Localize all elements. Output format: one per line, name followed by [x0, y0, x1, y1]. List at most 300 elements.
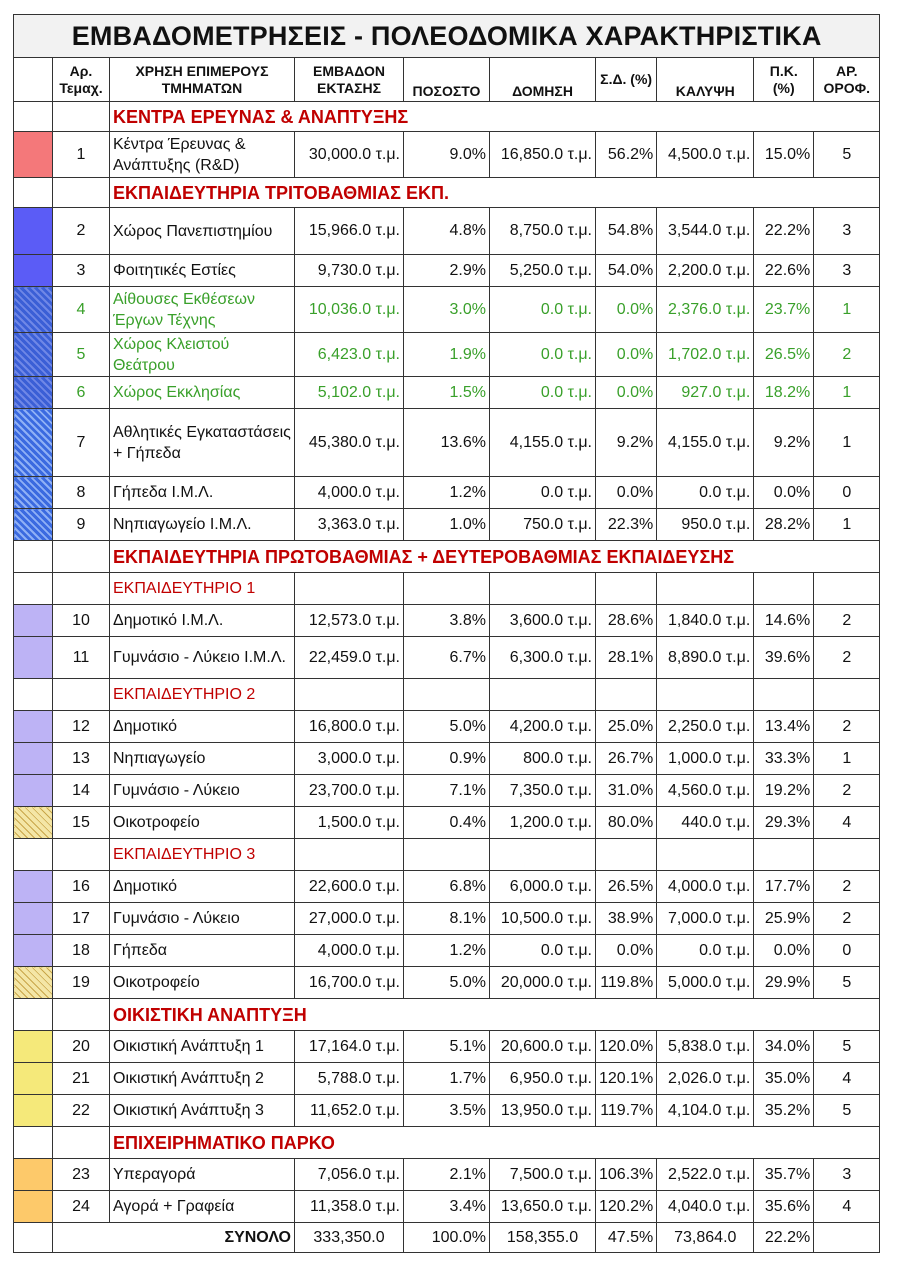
percent-value: 3.0% [404, 287, 490, 333]
parcel-empty [53, 999, 110, 1031]
empty-cell [404, 573, 490, 605]
coverage-value: 440.0 τ.μ. [657, 807, 754, 839]
parcel-number: 11 [53, 637, 110, 679]
parcel-number: 22 [53, 1095, 110, 1127]
area-value: 3,363.0 τ.μ. [295, 509, 404, 541]
sd-value: 54.0% [596, 255, 657, 287]
sd-value: 0.0% [596, 477, 657, 509]
table-row [14, 477, 880, 509]
empty-cell [754, 679, 814, 711]
table-row [14, 637, 880, 679]
floors-value: 0 [814, 477, 880, 509]
parcel-number: 17 [53, 903, 110, 935]
floors-value: 1 [814, 377, 880, 409]
use-name: Φοιτητικές Εστίες [110, 255, 295, 287]
section-title: ΚΕΝΤΡΑ ΕΡΕΥΝΑΣ & ΑΝΑΠΤΥΞΗΣ [110, 102, 880, 132]
parcel-number: 7 [53, 409, 110, 477]
parcel-empty [53, 573, 110, 605]
table-row [14, 935, 880, 967]
color-swatch [14, 1095, 53, 1127]
floors-value: 4 [814, 807, 880, 839]
area-value: 12,573.0 τ.μ. [295, 605, 404, 637]
color-swatch [14, 775, 53, 807]
section-title: ΟΙΚΙΣΤΙΚΗ ΑΝΑΠΤΥΞΗ [110, 999, 880, 1031]
parcel-number: 4 [53, 287, 110, 333]
title-row [14, 15, 880, 58]
use-name: Χώρος Πανεπιστημίου [110, 208, 295, 255]
pk-value: 14.6% [754, 605, 814, 637]
percent-value: 1.2% [404, 935, 490, 967]
percent-value: 3.5% [404, 1095, 490, 1127]
color-swatch [14, 1031, 53, 1063]
coverage-value: 4,500.0 τ.μ. [657, 132, 754, 178]
percent-value: 5.1% [404, 1031, 490, 1063]
building-value: 0.0 τ.μ. [490, 333, 596, 377]
empty-cell [596, 679, 657, 711]
coverage-value: 1,000.0 τ.μ. [657, 743, 754, 775]
coverage-value: 5,838.0 τ.μ. [657, 1031, 754, 1063]
percent-value: 5.0% [404, 967, 490, 999]
pk-value: 29.3% [754, 807, 814, 839]
color-swatch [14, 807, 53, 839]
floors-value: 2 [814, 775, 880, 807]
color-swatch [14, 871, 53, 903]
percent-value: 2.1% [404, 1159, 490, 1191]
sd-value: 0.0% [596, 333, 657, 377]
empty-cell [490, 679, 596, 711]
sd-value: 28.1% [596, 637, 657, 679]
subsection-title: ΕΚΠΑΙΔΕΥΤΗΡΙΟ 2 [110, 679, 295, 711]
use-name: Χώρος Κλειστού Θεάτρου [110, 333, 295, 377]
total-sd: 47.5% [596, 1223, 657, 1253]
percent-value: 8.1% [404, 903, 490, 935]
use-name: Οικιστική Ανάπτυξη 3 [110, 1095, 295, 1127]
coverage-value: 4,560.0 τ.μ. [657, 775, 754, 807]
sd-value: 22.3% [596, 509, 657, 541]
floors-value: 3 [814, 208, 880, 255]
parcel-number: 18 [53, 935, 110, 967]
floors-value: 0 [814, 935, 880, 967]
section-title: ΕΚΠΑΙΔΕΥΤΗΡΙΑ ΠΡΩΤΟΒΑΘΜΙΑΣ + ΔΕΥΤΕΡΟΒΑΘΜΙΑΣ ΕΚΠΑΙΔΕΥΣΗΣ [110, 541, 880, 573]
table-row [14, 605, 880, 637]
pk-value: 28.2% [754, 509, 814, 541]
sd-value: 120.0% [596, 1031, 657, 1063]
empty-cell [814, 573, 880, 605]
header-area: ΕΜΒΑΔΟΝ ΕΚΤΑΣΗΣ [295, 58, 404, 102]
use-name: Γυμνάσιο - Λύκειο [110, 903, 295, 935]
area-value: 11,652.0 τ.μ. [295, 1095, 404, 1127]
coverage-value: 2,522.0 τ.μ. [657, 1159, 754, 1191]
area-value: 22,600.0 τ.μ. [295, 871, 404, 903]
swatch-empty [14, 573, 53, 605]
pk-value: 35.0% [754, 1063, 814, 1095]
floors-value: 5 [814, 132, 880, 178]
parcel-empty [53, 541, 110, 573]
empty-cell [754, 573, 814, 605]
color-swatch [14, 477, 53, 509]
sd-value: 80.0% [596, 807, 657, 839]
empty-cell [596, 573, 657, 605]
parcel-number: 9 [53, 509, 110, 541]
use-name: Οικοτροφείο [110, 807, 295, 839]
building-value: 0.0 τ.μ. [490, 287, 596, 333]
coverage-value: 2,026.0 τ.μ. [657, 1063, 754, 1095]
floors-value: 5 [814, 1095, 880, 1127]
area-value: 27,000.0 τ.μ. [295, 903, 404, 935]
swatch-empty [14, 999, 53, 1031]
sd-value: 120.2% [596, 1191, 657, 1223]
floors-value: 1 [814, 743, 880, 775]
pk-value: 0.0% [754, 935, 814, 967]
floors-value: 2 [814, 333, 880, 377]
building-value: 20,000.0 τ.μ. [490, 967, 596, 999]
color-swatch [14, 605, 53, 637]
percent-value: 1.0% [404, 509, 490, 541]
subsection-title: ΕΚΠΑΙΔΕΥΤΗΡΙΟ 1 [110, 573, 295, 605]
floors-value: 2 [814, 871, 880, 903]
area-value: 10,036.0 τ.μ. [295, 287, 404, 333]
use-name: Οικιστική Ανάπτυξη 2 [110, 1063, 295, 1095]
table-row [14, 871, 880, 903]
table-row [14, 1063, 880, 1095]
subsection-title: ΕΚΠΑΙΔΕΥΤΗΡΙΟ 3 [110, 839, 295, 871]
section-row [14, 541, 880, 573]
pk-value: 25.9% [754, 903, 814, 935]
page-title: ΕΜΒΑΔΟΜΕΤΡΗΣΕΙΣ - ΠΟΛΕΟΔΟΜΙΚΑ ΧΑΡΑΚΤΗΡΙΣΤΙΚΑ [14, 15, 880, 58]
parcel-number: 10 [53, 605, 110, 637]
sd-value: 38.9% [596, 903, 657, 935]
empty-cell [404, 679, 490, 711]
total-pk: 22.2% [754, 1223, 814, 1253]
coverage-value: 3,544.0 τ.μ. [657, 208, 754, 255]
sd-value: 120.1% [596, 1063, 657, 1095]
coverage-value: 0.0 τ.μ. [657, 935, 754, 967]
percent-value: 0.9% [404, 743, 490, 775]
table-row [14, 255, 880, 287]
use-name: Γυμνάσιο - Λύκειο [110, 775, 295, 807]
sd-value: 0.0% [596, 287, 657, 333]
pk-value: 35.2% [754, 1095, 814, 1127]
swatch-empty [14, 679, 53, 711]
coverage-value: 0.0 τ.μ. [657, 477, 754, 509]
use-name: Αθλητικές Εγκαταστάσεις + Γήπεδα [110, 409, 295, 477]
color-swatch [14, 935, 53, 967]
sd-value: 9.2% [596, 409, 657, 477]
percent-value: 1.9% [404, 333, 490, 377]
floors-value: 1 [814, 287, 880, 333]
swatch-empty [14, 178, 53, 208]
section-row [14, 1127, 880, 1159]
empty-cell [404, 839, 490, 871]
parcel-number: 5 [53, 333, 110, 377]
area-value: 15,966.0 τ.μ. [295, 208, 404, 255]
empty-cell [596, 839, 657, 871]
area-value: 16,700.0 τ.μ. [295, 967, 404, 999]
area-value: 1,500.0 τ.μ. [295, 807, 404, 839]
use-name: Δημοτικό Ι.Μ.Λ. [110, 605, 295, 637]
coverage-value: 2,250.0 τ.μ. [657, 711, 754, 743]
floors-value: 3 [814, 255, 880, 287]
total-area: 333,350.0 [295, 1223, 404, 1253]
parcel-empty [53, 1127, 110, 1159]
swatch-empty [14, 1127, 53, 1159]
total-label: ΣΥΝΟΛΟ [53, 1223, 295, 1253]
color-swatch [14, 255, 53, 287]
empty-cell [295, 679, 404, 711]
pk-value: 22.2% [754, 208, 814, 255]
sd-value: 0.0% [596, 935, 657, 967]
area-value: 9,730.0 τ.μ. [295, 255, 404, 287]
area-value: 5,102.0 τ.μ. [295, 377, 404, 409]
header-building: ΔΟΜΗΣΗ [490, 58, 596, 102]
area-value: 11,358.0 τ.μ. [295, 1191, 404, 1223]
total-building: 158,355.0 [490, 1223, 596, 1253]
percent-value: 1.2% [404, 477, 490, 509]
color-swatch [14, 287, 53, 333]
pk-value: 23.7% [754, 287, 814, 333]
building-value: 6,950.0 τ.μ. [490, 1063, 596, 1095]
use-name: Οικοτροφείο [110, 967, 295, 999]
parcel-number: 20 [53, 1031, 110, 1063]
floors-value: 2 [814, 637, 880, 679]
area-value: 45,380.0 τ.μ. [295, 409, 404, 477]
pk-value: 34.0% [754, 1031, 814, 1063]
building-value: 7,500.0 τ.μ. [490, 1159, 596, 1191]
empty-cell [814, 839, 880, 871]
coverage-value: 2,200.0 τ.μ. [657, 255, 754, 287]
percent-value: 9.0% [404, 132, 490, 178]
color-swatch [14, 1191, 53, 1223]
parcel-number: 21 [53, 1063, 110, 1095]
floors-value: 4 [814, 1191, 880, 1223]
section-title: ΕΠΙΧΕΙΡΗΜΑΤΙΚΟ ΠΑΡΚΟ [110, 1127, 880, 1159]
pk-value: 19.2% [754, 775, 814, 807]
percent-value: 1.5% [404, 377, 490, 409]
table-row [14, 1191, 880, 1223]
color-swatch [14, 1063, 53, 1095]
table-row [14, 509, 880, 541]
area-value: 4,000.0 τ.μ. [295, 477, 404, 509]
header-swatch [14, 58, 53, 102]
sd-value: 54.8% [596, 208, 657, 255]
parcel-number: 12 [53, 711, 110, 743]
table-row [14, 967, 880, 999]
section-title: ΕΚΠΑΙΔΕΥΤΗΡΙΑ ΤΡΙΤΟΒΑΘΜΙΑΣ ΕΚΠ. [110, 178, 880, 208]
percent-value: 2.9% [404, 255, 490, 287]
table-row [14, 287, 880, 333]
area-value: 30,000.0 τ.μ. [295, 132, 404, 178]
percent-value: 0.4% [404, 807, 490, 839]
building-value: 4,155.0 τ.μ. [490, 409, 596, 477]
header-sd: Σ.Δ. (%) [596, 58, 657, 102]
floors-value: 2 [814, 711, 880, 743]
sd-value: 56.2% [596, 132, 657, 178]
empty-cell [490, 839, 596, 871]
table-row [14, 1159, 880, 1191]
building-value: 20,600.0 τ.μ. [490, 1031, 596, 1063]
empty-cell [657, 839, 754, 871]
building-value: 1,200.0 τ.μ. [490, 807, 596, 839]
area-value: 22,459.0 τ.μ. [295, 637, 404, 679]
percent-value: 7.1% [404, 775, 490, 807]
pk-value: 18.2% [754, 377, 814, 409]
use-name: Νηπιαγωγείο Ι.Μ.Λ. [110, 509, 295, 541]
table-row [14, 807, 880, 839]
table-row [14, 132, 880, 178]
percent-value: 6.7% [404, 637, 490, 679]
coverage-value: 4,155.0 τ.μ. [657, 409, 754, 477]
pk-value: 15.0% [754, 132, 814, 178]
swatch-empty [14, 839, 53, 871]
header-floors: ΑΡ. ΟΡΟΦ. [814, 58, 880, 102]
sd-value: 119.7% [596, 1095, 657, 1127]
parcel-number: 6 [53, 377, 110, 409]
sd-value: 31.0% [596, 775, 657, 807]
building-value: 13,950.0 τ.μ. [490, 1095, 596, 1127]
use-name: Γήπεδα Ι.Μ.Λ. [110, 477, 295, 509]
pk-value: 0.0% [754, 477, 814, 509]
coverage-value: 4,040.0 τ.μ. [657, 1191, 754, 1223]
pk-value: 9.2% [754, 409, 814, 477]
sd-value: 26.5% [596, 871, 657, 903]
floors-value: 3 [814, 1159, 880, 1191]
building-value: 3,600.0 τ.μ. [490, 605, 596, 637]
coverage-value: 1,702.0 τ.μ. [657, 333, 754, 377]
parcel-number: 8 [53, 477, 110, 509]
parcel-number: 24 [53, 1191, 110, 1223]
area-value: 17,164.0 τ.μ. [295, 1031, 404, 1063]
empty-cell [657, 573, 754, 605]
parcel-number: 16 [53, 871, 110, 903]
percent-value: 13.6% [404, 409, 490, 477]
table-row [14, 711, 880, 743]
parcel-number: 23 [53, 1159, 110, 1191]
color-swatch [14, 711, 53, 743]
building-value: 5,250.0 τ.μ. [490, 255, 596, 287]
use-name: Αίθουσες Εκθέσεων Έργων Τέχνης [110, 287, 295, 333]
coverage-value: 8,890.0 τ.μ. [657, 637, 754, 679]
coverage-value: 1,840.0 τ.μ. [657, 605, 754, 637]
building-value: 4,200.0 τ.μ. [490, 711, 596, 743]
sd-value: 106.3% [596, 1159, 657, 1191]
table-row [14, 743, 880, 775]
use-name: Αγορά + Γραφεία [110, 1191, 295, 1223]
pk-value: 22.6% [754, 255, 814, 287]
swatch-empty [14, 102, 53, 132]
table-row [14, 208, 880, 255]
coverage-value: 5,000.0 τ.μ. [657, 967, 754, 999]
area-value: 16,800.0 τ.μ. [295, 711, 404, 743]
area-value: 5,788.0 τ.μ. [295, 1063, 404, 1095]
subsection-row [14, 839, 880, 871]
pk-value: 35.7% [754, 1159, 814, 1191]
coverage-value: 2,376.0 τ.μ. [657, 287, 754, 333]
table-row [14, 775, 880, 807]
parcel-number: 1 [53, 132, 110, 178]
total-coverage: 73,864.0 [657, 1223, 754, 1253]
use-name: Χώρος Εκκλησίας [110, 377, 295, 409]
building-value: 0.0 τ.μ. [490, 935, 596, 967]
area-value: 6,423.0 τ.μ. [295, 333, 404, 377]
use-name: Νηπιαγωγείο [110, 743, 295, 775]
parcel-number: 3 [53, 255, 110, 287]
color-swatch [14, 1159, 53, 1191]
area-value: 3,000.0 τ.μ. [295, 743, 404, 775]
pk-value: 35.6% [754, 1191, 814, 1223]
building-value: 6,300.0 τ.μ. [490, 637, 596, 679]
floors-value: 1 [814, 509, 880, 541]
color-swatch [14, 903, 53, 935]
section-row [14, 178, 880, 208]
parcel-number: 19 [53, 967, 110, 999]
header-pk: Π.Κ. (%) [754, 58, 814, 102]
building-value: 8,750.0 τ.μ. [490, 208, 596, 255]
pk-value: 17.7% [754, 871, 814, 903]
empty-cell [814, 679, 880, 711]
sd-value: 0.0% [596, 377, 657, 409]
sd-value: 28.6% [596, 605, 657, 637]
floors-value: 2 [814, 903, 880, 935]
color-swatch [14, 743, 53, 775]
parcel-number: 13 [53, 743, 110, 775]
building-value: 10,500.0 τ.μ. [490, 903, 596, 935]
building-value: 16,850.0 τ.μ. [490, 132, 596, 178]
color-swatch [14, 967, 53, 999]
building-value: 0.0 τ.μ. [490, 377, 596, 409]
percent-value: 5.0% [404, 711, 490, 743]
building-value: 0.0 τ.μ. [490, 477, 596, 509]
empty-cell [754, 839, 814, 871]
building-value: 750.0 τ.μ. [490, 509, 596, 541]
use-name: Δημοτικό [110, 871, 295, 903]
use-name: Υπεραγορά [110, 1159, 295, 1191]
coverage-value: 7,000.0 τ.μ. [657, 903, 754, 935]
color-swatch [14, 132, 53, 178]
empty-cell [295, 839, 404, 871]
table-row [14, 409, 880, 477]
parcel-empty [53, 102, 110, 132]
header-use: ΧΡΗΣΗ ΕΠΙΜΕΡΟΥΣ ΤΜΗΜΑΤΩΝ [110, 58, 295, 102]
header-percent: ΠΟΣΟΣΤΟ [404, 58, 490, 102]
swatch-empty [14, 541, 53, 573]
coverage-value: 4,104.0 τ.μ. [657, 1095, 754, 1127]
building-value: 6,000.0 τ.μ. [490, 871, 596, 903]
color-swatch [14, 208, 53, 255]
pk-value: 29.9% [754, 967, 814, 999]
use-name: Γήπεδα [110, 935, 295, 967]
floors-value: 1 [814, 409, 880, 477]
section-row [14, 102, 880, 132]
parcel-number: 2 [53, 208, 110, 255]
pk-value: 39.6% [754, 637, 814, 679]
empty-cell [490, 573, 596, 605]
percent-value: 3.8% [404, 605, 490, 637]
total-row [14, 1223, 880, 1253]
areas-table [13, 14, 880, 1253]
subsection-row [14, 573, 880, 605]
pk-value: 33.3% [754, 743, 814, 775]
parcel-empty [53, 178, 110, 208]
table-row [14, 903, 880, 935]
table-row [14, 377, 880, 409]
coverage-value: 950.0 τ.μ. [657, 509, 754, 541]
building-value: 7,350.0 τ.μ. [490, 775, 596, 807]
color-swatch [14, 377, 53, 409]
area-value: 4,000.0 τ.μ. [295, 935, 404, 967]
pk-value: 13.4% [754, 711, 814, 743]
header-row [14, 58, 880, 102]
empty-cell [657, 679, 754, 711]
